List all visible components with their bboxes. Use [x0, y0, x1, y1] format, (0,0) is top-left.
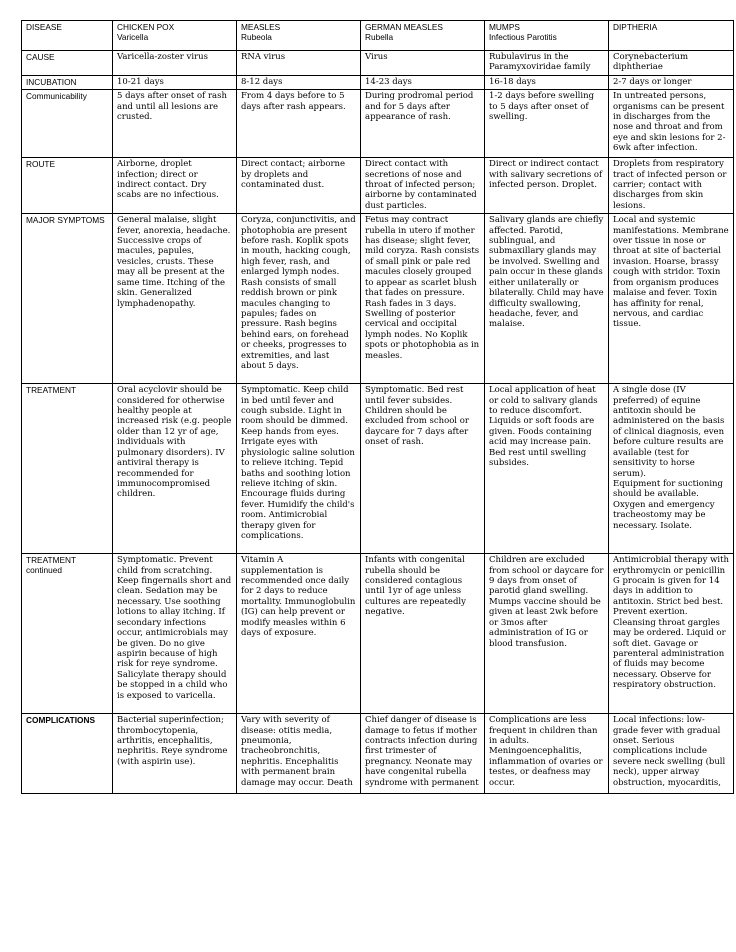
table-cell: 14-23 days — [361, 75, 485, 89]
row-label: INCUBATION — [22, 75, 113, 89]
table-cell: Varicella-zoster virus — [113, 51, 237, 76]
table-cell: General malaise, slight fever, anorexia, headache. Successive crops of macules, papules, vesicles, crusts. These may all be present at the same time. Itching of the skin. Generalized lymphadenopathy. — [113, 214, 237, 384]
table-cell: Antimicrobial therapy with erythromycin or penicillin G procain is given for 14 days in addition to antitoxin. Strict bed best. Prevent exertion. Cleansing throat gargles may be ordered. Liquid or soft diet. Gavage or parenteral administration of fluids may become necessary. Observe for respiratory obstruction. — [609, 554, 734, 714]
table-row-incubation — [22, 75, 734, 89]
table-cell: In untreated persons, organisms can be present in discharges from the nose and throat and from eye and skin lesions for 2-6wk after infection. — [609, 90, 734, 158]
header-cell-measles — [237, 21, 361, 51]
table-cell: Symptomatic. Prevent child from scratching. Keep fingernails short and clean. Sedation may be necessary. Use soothing lotions to allay itching. If secondary infections occur, antimicrobials may be given. Do no give aspirin because of high risk for reye syndrome. Salicylate therapy should be stopped in a child who is exposed to varicella. — [113, 554, 237, 714]
table-row-communicability — [22, 90, 734, 158]
table-cell: Airborne, droplet infection; direct or indirect contact. Dry scabs are no infectious. — [113, 158, 237, 214]
table-cell: Rubulavirus in the Paramyxoviridae family — [485, 51, 609, 76]
header-title: GERMAN MEASLES — [365, 22, 443, 32]
table-cell: Direct contact; airborne by droplets and contaminated dust. — [237, 158, 361, 214]
table-cell: Droplets from respiratory tract of infected person or carrier; contact with discharges from skin lesions. — [609, 158, 734, 214]
header-row — [22, 21, 734, 51]
table-cell: Symptomatic. Keep child in bed until fever and cough subside. Light in room should be dimmed. Keep hands from eyes. Irrigate eyes with physiologic saline solution to relieve itching. Tepid baths and soothing lotion relieve itching of skin. Encourage fluids during fever. Humidify the child's room. Antimicrobial therapy given for complications. — [237, 384, 361, 554]
header-title: CHICKEN POX — [117, 22, 175, 32]
row-label: MAJOR SYMPTOMS — [22, 214, 113, 384]
table-row-major-symptoms — [22, 214, 734, 384]
table-cell: 16-18 days — [485, 75, 609, 89]
header-subtitle: Varicella — [117, 32, 149, 43]
header-subtitle: Infectious Parotitis — [489, 32, 557, 43]
table-cell: Vary with severity of disease: otitis media, pneumonia, tracheobronchitis, nephritis. Encephalitis with permanent brain damage may occur. Death — [237, 714, 361, 794]
table-cell: Salivary glands are chiefly affected. Parotid, sublingual, and submaxillary glands may be involved. Swelling and pain occur in these glands either unilaterally or bilaterally. Child may have difficulty swallowing, headache, fever, and malaise. — [485, 214, 609, 384]
table-cell: RNA virus — [237, 51, 361, 76]
table-cell: 5 days after onset of rash and until all lesions are crusted. — [113, 90, 237, 158]
table-cell: Chief danger of disease is damage to fetus if mother contracts infection during first trimester of pregnancy. Neonate may have congenital rubella syndrome with permanent — [361, 714, 485, 794]
table-cell: Children are excluded from school or daycare for 9 days from onset of parotid gland swelling. Mumps vaccine should be given at least 2wk before or 3mos after administration of IG or blood transfusion. — [485, 554, 609, 714]
table-row-cause — [22, 51, 734, 76]
header-title: MEASLES — [241, 22, 281, 32]
table-cell: 8-12 days — [237, 75, 361, 89]
row-label: TREATMENT — [22, 384, 113, 554]
header-cell-german-measles — [361, 21, 485, 51]
disease-comparison-table — [21, 20, 734, 794]
table-row-route — [22, 158, 734, 214]
table-cell: 1-2 days before swelling to 5 days after onset of swelling. — [485, 90, 609, 158]
table-cell: Corynebacterium diphtheriae — [609, 51, 734, 76]
table-cell: Direct or indirect contact with salivary secretions of infected person. Droplet. — [485, 158, 609, 214]
table-cell: Vitamin A supplementation is recommended once daily for 2 days to reduce mortality. Immunoglobulin (IG) can help prevent or modify measles within 6 days of exposure. — [237, 554, 361, 714]
table-cell: Direct contact with secretions of nose and throat of infected person; airborne by contaminated dust particles. — [361, 158, 485, 214]
treatment-diptheria-text: A single dose (IV preferred) of equine antitoxin should be administered on the basis of clinical diagnosis, even before culture results are available (test for sensitivity to horse serum). Equipment for suctioning should be available. Oxygen and emergency tracheostomy may be necessary. Isolate. — [613, 385, 725, 531]
table-cell: 10-21 days — [113, 75, 237, 89]
table-row-treatment — [22, 384, 734, 554]
table-cell: Symptomatic. Bed rest until fever subsides. Children should be excluded from school or daycare for 7 days after onset of rash. — [361, 384, 485, 554]
table-cell: Fetus may contract rubella in utero if mother has disease; slight fever, mild coryza. Rash consists of small pink or pale red macules closely grouped to appear as scarlet blush that fades on pressure. Rash fades in 3 days. Swelling of posterior cervical and occipital lymph nodes. No Koplik spots or photophobia as in measles. — [361, 214, 485, 384]
header-cell-mumps — [485, 21, 609, 51]
table-cell: Infants with congenital rubella should be considered contagious until 1yr of age unless cultures are repeatedly negative. — [361, 554, 485, 714]
row-label: COMPLICATIONS — [22, 714, 113, 794]
table-row-treatment-continued — [22, 554, 734, 714]
table-cell: Virus — [361, 51, 485, 76]
header-title: DISEASE — [26, 22, 62, 32]
row-label: ROUTE — [22, 158, 113, 214]
table-cell: Oral acyclovir should be considered for otherwise healthy people at increased risk (e.g. people older than 12 yr of age, individuals with pulmonary disorders). IV antiviral therapy is recommended for immunocompromised children. — [113, 384, 237, 554]
table-cell: Local infections: low-grade fever with gradual onset. Serious complications include severe neck swelling (bull neck), upper airway obstruction, myocarditis, — [609, 714, 734, 794]
row-label: Communicability — [22, 90, 113, 158]
table-cell: Local and systemic manifestations. Membrane over tissue in nose or throat at site of bacterial invasion. Hoarse, brassy cough with stridor. Toxin from organism produces malaise and fever. Toxin has affinity for renal, nervous, and cardiac tissue. — [609, 214, 734, 384]
table-cell — [609, 384, 734, 554]
header-subtitle: Rubella — [365, 32, 394, 43]
row-label: CAUSE — [22, 51, 113, 76]
table-cell: Coryza, conjunctivitis, and photophobia are present before rash. Koplik spots in mouth, hacking cough, high fever, rash, and enlarged lymph nodes. Rash consists of small reddish brown or pink macules changing to papules; fades on pressure. Rash begins behind ears, on forehead or cheeks, progresses to extremities, and last about 5 days. — [237, 214, 361, 384]
table-cell: Complications are less frequent in children than in adults. Meningoencephalitis, inflammation of ovaries or testes, or deafness may occur. — [485, 714, 609, 794]
table-cell: From 4 days before to 5 days after rash appears. — [237, 90, 361, 158]
header-cell-chicken-pox — [113, 21, 237, 51]
table-cell: 2-7 days or longer — [609, 75, 734, 89]
header-subtitle: Rubeola — [241, 32, 272, 43]
table-cell: During prodromal period and for 5 days after appearance of rash. — [361, 90, 485, 158]
header-cell-diptheria — [609, 21, 734, 51]
header-title: MUMPS — [489, 22, 520, 32]
header-title: DIPTHERIA — [613, 22, 658, 32]
table-cell: Local application of heat or cold to salivary glands to reduce discomfort. Liquids or soft foods are given. Foods containing acid may increase pain. Bed rest until swelling subsides. — [485, 384, 609, 554]
row-label: TREATMENT continued — [22, 554, 113, 714]
table-cell: Bacterial superinfection; thrombocytopenia, arthritis, encephalitis, nephritis. Reye syndrome (with aspirin use). — [113, 714, 237, 794]
table-row-complications — [22, 714, 734, 794]
header-cell-disease — [22, 21, 113, 51]
